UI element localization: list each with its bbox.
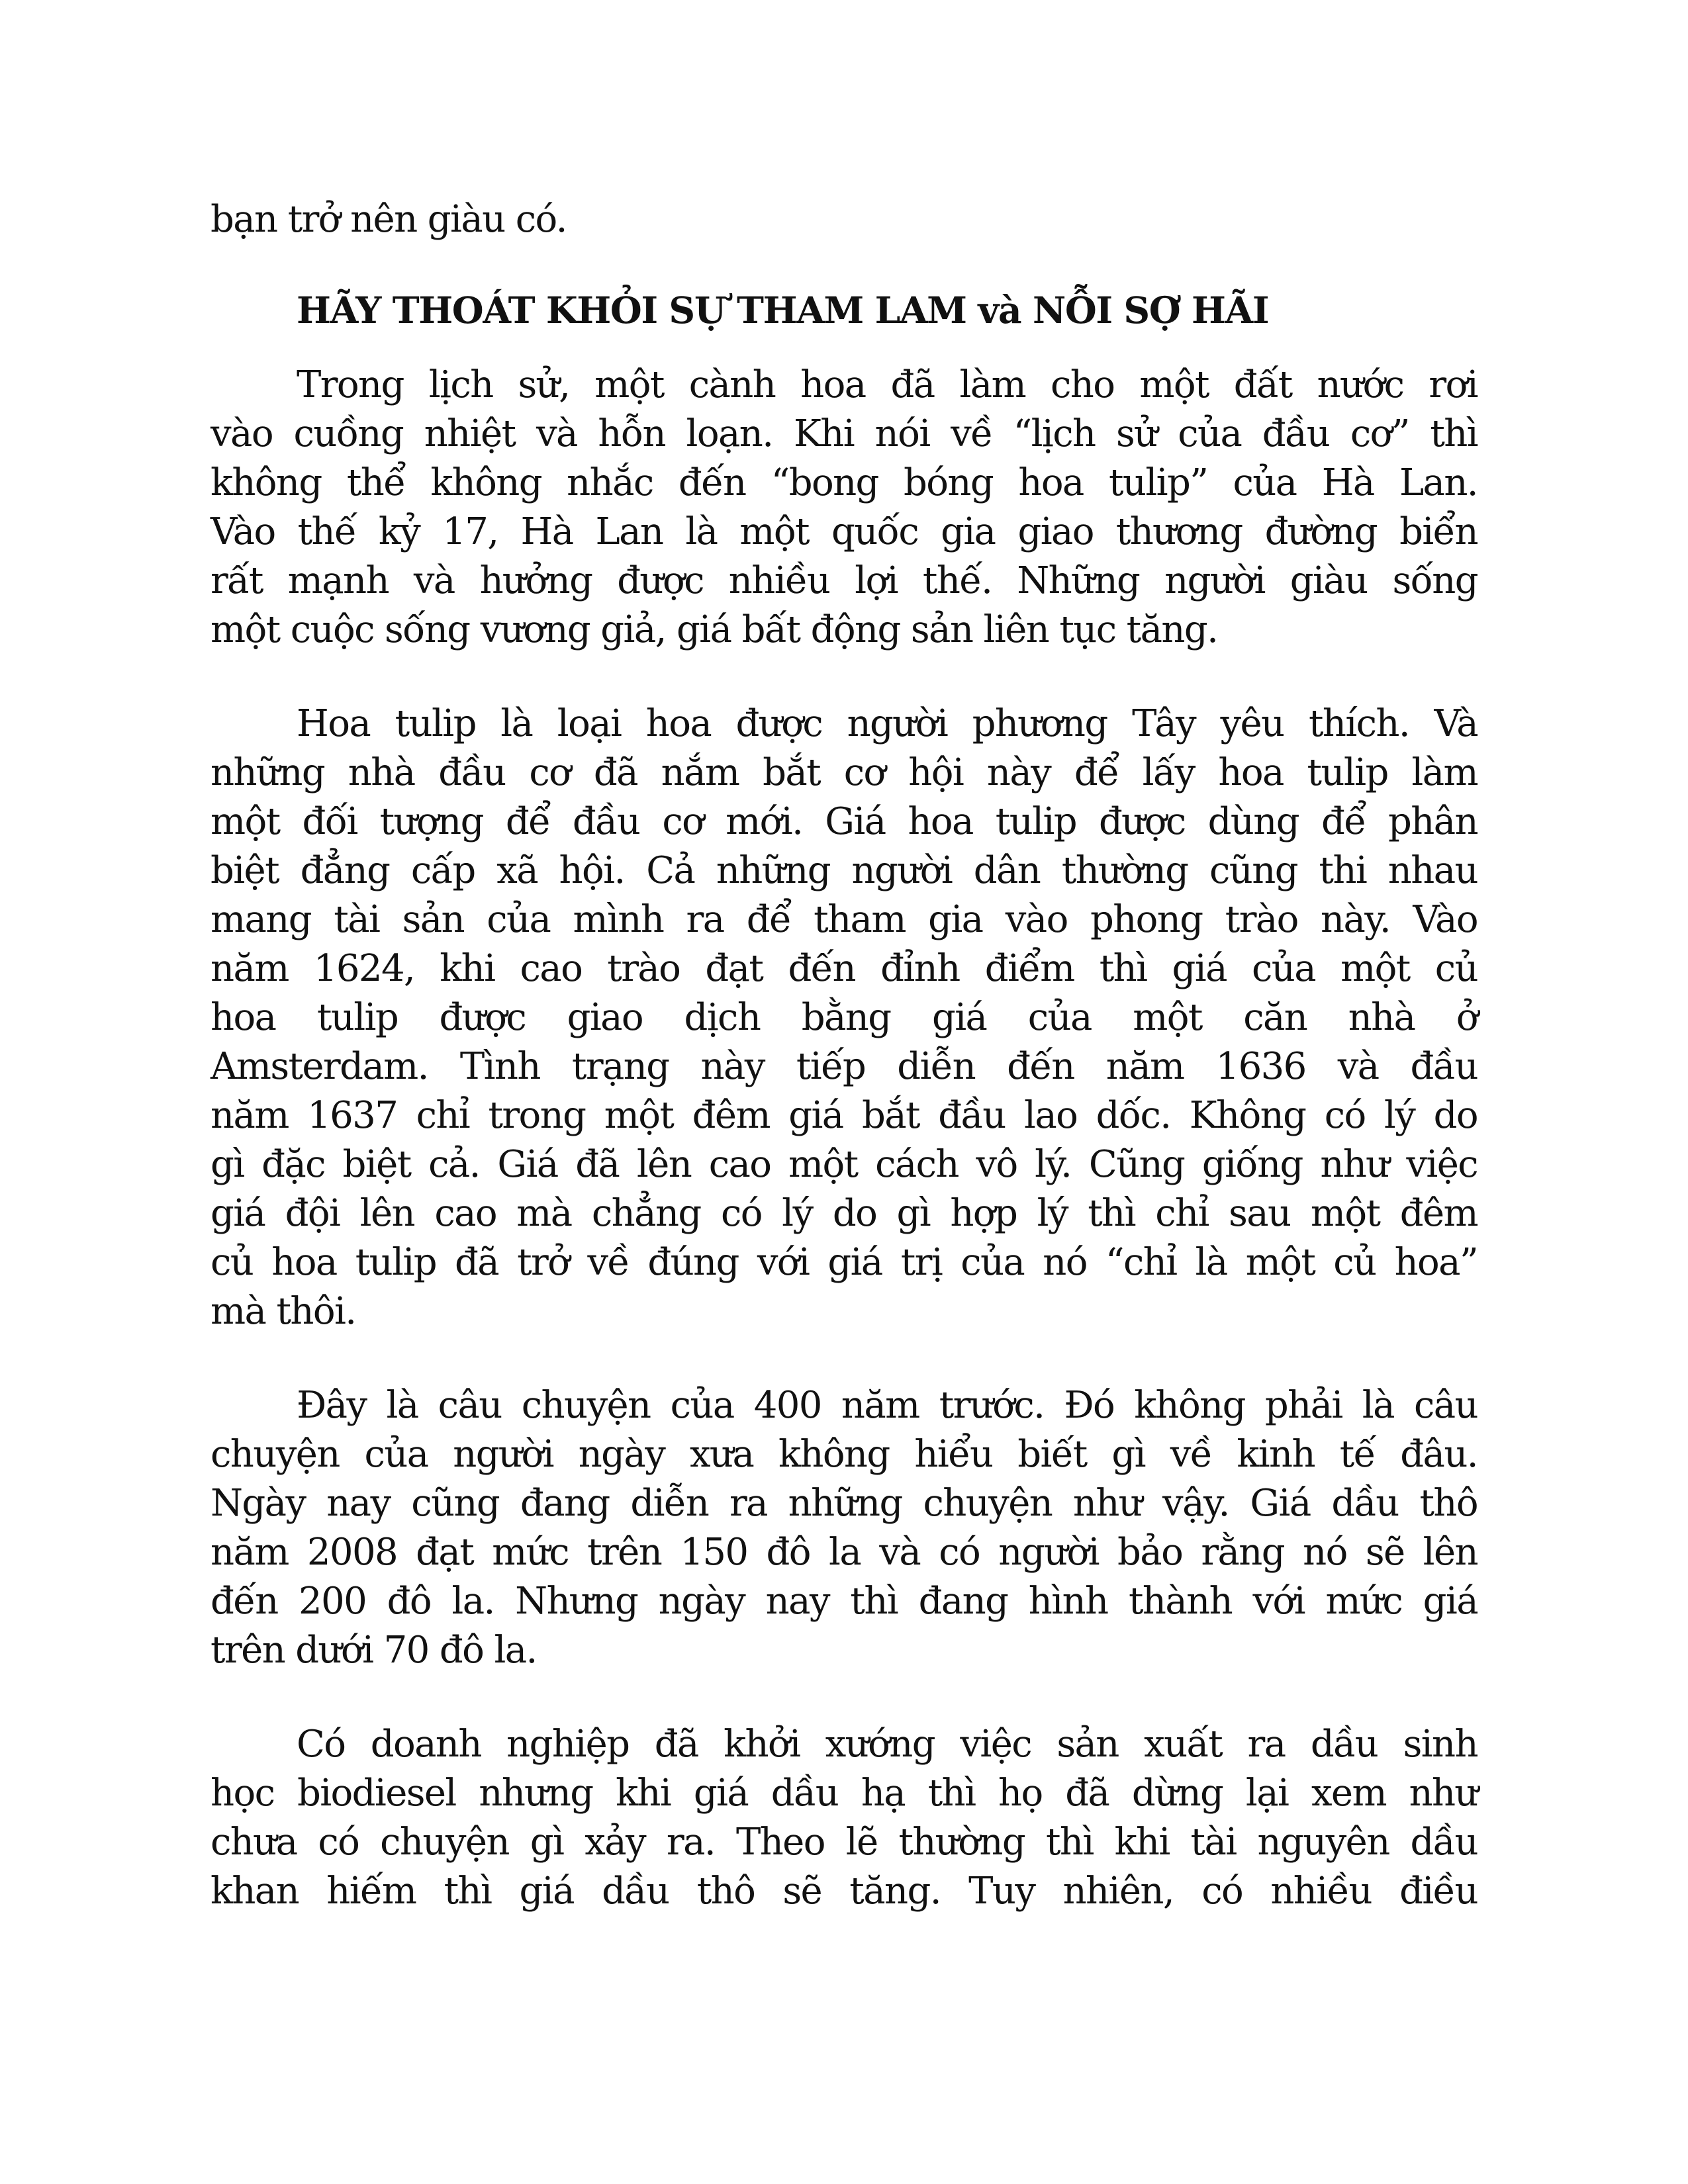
paragraph-tulip-intro: [211, 361, 1477, 655]
text-line: Ngày nay cũng đang diễn ra những chuyện như vậy. Giá dầu thô: [211, 1482, 1477, 1525]
text-line: Đây là câu chuyện của 400 năm trước. Đó không phải là câu: [297, 1384, 1477, 1427]
text-line: không thể không nhắc đến “bong bóng hoa tulip” của Hà Lan.: [211, 461, 1477, 504]
text-line: biệt đẳng cấp xã hội. Cả những người dân thường cũng thi nhau: [211, 849, 1477, 892]
text-line: chuyện của người ngày xưa không hiểu biết gì về kinh tế đâu.: [211, 1433, 1477, 1476]
paragraph-oil-price: [211, 1381, 1477, 1675]
text-line: vào cuồng nhiệt và hỗn loạn. Khi nói về “lịch sử của đầu cơ” thì: [211, 412, 1477, 455]
book-page: [211, 195, 1477, 1916]
text-line: Có doanh nghiệp đã khởi xướng việc sản xuất ra dầu sinh: [297, 1723, 1477, 1766]
text-line: mà thôi.: [211, 1290, 356, 1333]
text-line: một cuộc sống vương giả, giá bất động sản liên tục tăng.: [211, 608, 1218, 651]
text-line: khan hiếm thì giá dầu thô sẽ tăng. Tuy nhiên, có nhiều điều: [211, 1870, 1477, 1913]
text-line: mang tài sản của mình ra để tham gia vào phong trào này. Vào: [211, 898, 1477, 941]
text-line: năm 1637 chỉ trong một đêm giá bắt đầu lao dốc. Không có lý do: [211, 1094, 1477, 1137]
section-heading: HÃY THOÁT KHỎI SỰ THAM LAM và NỖI SỢ HÃI: [297, 289, 1269, 332]
paragraph-tulip-speculation: [211, 700, 1477, 1336]
text-line: Vào thế kỷ 17, Hà Lan là một quốc gia giao thương đường biển: [211, 510, 1477, 553]
text-line: củ hoa tulip đã trở về đúng với giá trị của nó “chỉ là một củ hoa”: [211, 1241, 1477, 1284]
text-line: một đối tượng để đầu cơ mới. Giá hoa tulip được dùng để phân: [211, 800, 1477, 843]
text-line: chưa có chuyện gì xảy ra. Theo lẽ thường thì khi tài nguyên dầu: [211, 1821, 1477, 1864]
text-line: rất mạnh và hưởng được nhiều lợi thế. Những người giàu sống: [211, 559, 1477, 602]
text-line: Trong lịch sử, một cành hoa đã làm cho một đất nước rơi: [297, 363, 1477, 406]
text-line: hoa tulip được giao dịch bằng giá của một căn nhà ở: [211, 996, 1477, 1039]
text-line: trên dưới 70 đô la.: [211, 1629, 537, 1672]
text-line: đến 200 đô la. Nhưng ngày nay thì đang hình thành với mức giá: [211, 1580, 1477, 1623]
text-line: giá đội lên cao mà chẳng có lý do gì hợp lý thì chỉ sau một đêm: [211, 1192, 1477, 1235]
text-line: gì đặc biệt cả. Giá đã lên cao một cách vô lý. Cũng giống như việc: [211, 1143, 1477, 1186]
text-line: năm 1624, khi cao trào đạt đến đỉnh điểm thì giá của một củ: [211, 947, 1477, 990]
paragraph-biodiesel: [211, 1720, 1477, 1916]
lead-line: bạn trở nên giàu có.: [211, 198, 567, 241]
text-line: học biodiesel nhưng khi giá dầu hạ thì họ đã dừng lại xem như: [211, 1772, 1477, 1815]
text-line: năm 2008 đạt mức trên 150 đô la và có người bảo rằng nó sẽ lên: [211, 1531, 1477, 1574]
text-line: Hoa tulip là loại hoa được người phương Tây yêu thích. Và: [297, 702, 1477, 745]
text-line: Amsterdam. Tình trạng này tiếp diễn đến năm 1636 và đầu: [211, 1045, 1477, 1088]
text-line: những nhà đầu cơ đã nắm bắt cơ hội này để lấy hoa tulip làm: [211, 751, 1477, 794]
